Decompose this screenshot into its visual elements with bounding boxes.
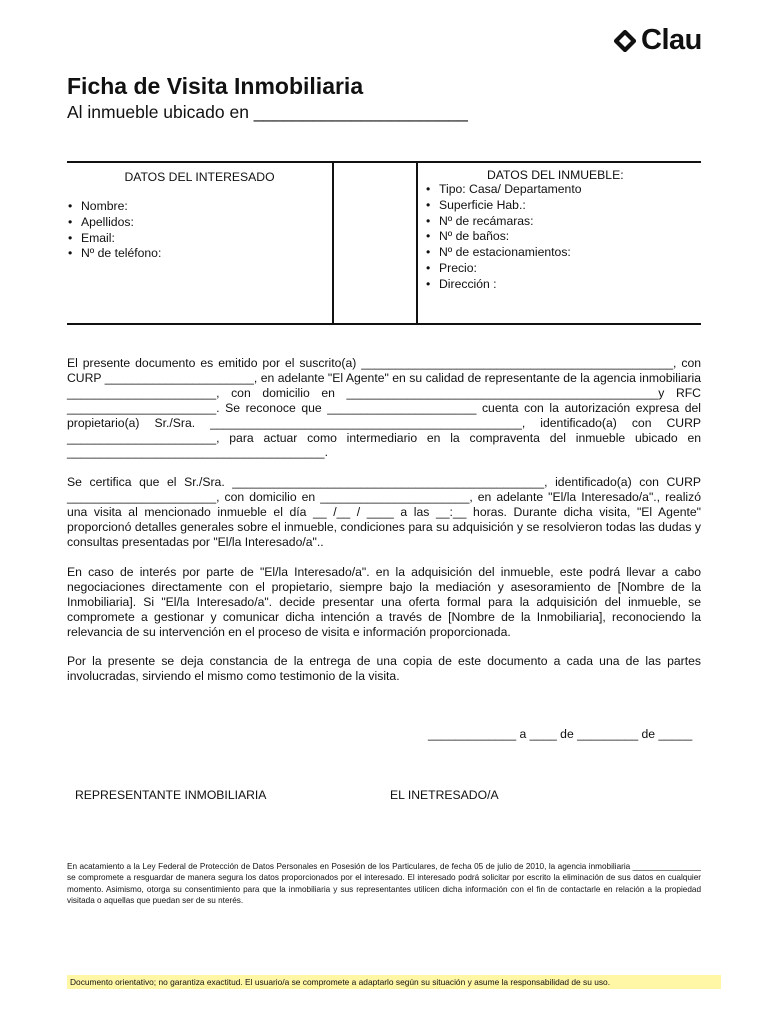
property-column [425,168,701,293]
signature-agent-label: REPRESENTANTE INMOBILIARIA [75,788,267,802]
list-item: • Email: [67,231,332,247]
clau-logo-icon [614,30,636,52]
list-item: • Nº de recámaras: [425,214,701,230]
interested-party-column [67,170,332,262]
interested-party-list [67,199,332,262]
list-item: • Apellidos: [67,215,332,231]
list-item: • Tipo: Casa/ Departamento [425,182,701,198]
page-title: Ficha de Visita Inmobiliaria [67,73,364,99]
table-divider-right [416,163,418,323]
property-title: DATOS DEL INMUEBLE: [487,168,624,182]
agent-paragraph: El presente documento es emitido por el suscrito(a) ______________________________________________, con CURP ______________________, en adelante "El Agente" en su calidad de representante de la agencia inmobiliaria ______________________, con domicilio en ______________________________________________y RFC ______________________. Se reconoce que ______________________ cuenta con la autorización expresa del propietario(a) Sr./Sra. ______________________________________________, identificado(a) con CURP ______________________, para actuar como intermediario en la compraventa del inmueble ubicado en ______________________________________. [67,356,701,460]
visit-paragraph: Se certifica que el Sr./Sra. ______________________________________________, identificado(a) con CURP ______________________, con domicilio en ______________________, en adelante "El/la Interesado/a"., realizó una visita al mencionado inmueble el día __ /__ / ____ a las __:__ horas. Durante dicha visita, "El Agente" proporcionó detalles generales sobre el inmueble, condiciones para su adquisición y se resolvieron todas las dudas y consultas presentadas por "El/la Interesado/a".. [67,475,701,549]
data-table [67,161,701,325]
property-list [425,182,701,293]
clau-logo [614,24,702,57]
negotiation-paragraph: En caso de interés por parte de "El/la Interesado/a". en la adquisición del inmueble, este podrá llevar a cabo negociaciones directamente con el propietario, siempre bajo la mediación y asesoramiento de [Nombre de la Inmobiliaria]. Si "El/la Interesado/a". decide presentar una oferta formal para la adquisición del inmueble, se compromete a gestionar y comunicar dicha intención a través de [Nombre de la Inmobiliaria], reconociendo la relevancia de su intervención en el proceso de visita e información proporcionada. [67,565,701,639]
privacy-notice: En acatamiento a la Ley Federal de Protección de Datos Personales en Posesión de los Particulares, de fecha 05 de julio de 2010, la agencia inmobiliaria _______________ se compromete a resguardar de manera segura los datos proporcionados por el interesado. El interesado podrá solicitar por escrito la eliminación de sus datos en cualquier momento. Asimismo, otorga su consentimiento para que la inmobiliaria y sus representantes utilicen dicha información con el fin de contactarle en relación a la propiedad visitada o aquellas que puedan ser de su nterés. [67,862,701,906]
list-item: • Superficie Hab.: [425,198,701,214]
page-subtitle: Al inmueble ubicado en ______________________ [67,102,468,122]
list-item: • Dirección : [425,277,701,293]
disclaimer-banner: Documento orientativo; no garantiza exactitud. El usuario/a se compromete a adaptarlo según su situación y asume la responsabilidad de su uso. [67,975,721,989]
date-line: _____________ a ____ de _________ de _____ [428,727,693,741]
list-item: • Nº de baños: [425,229,701,245]
signature-interested-label: EL INETRESADO/A [390,788,499,802]
interested-party-title: DATOS DEL INTERESADO [124,170,275,184]
list-item: • Nº de teléfono: [67,246,332,262]
list-item: • Nº de estacionamientos: [425,245,701,261]
copy-paragraph: Por la presente se deja constancia de la entrega de una copia de este documento a cada una de las partes involucradas, sirviendo el mismo como testimonio de la visita. [67,654,701,683]
table-divider-left [332,163,334,323]
logo-text: Clau [641,24,702,56]
list-item: • Nombre: [67,199,332,215]
list-item: • Precio: [425,261,701,277]
